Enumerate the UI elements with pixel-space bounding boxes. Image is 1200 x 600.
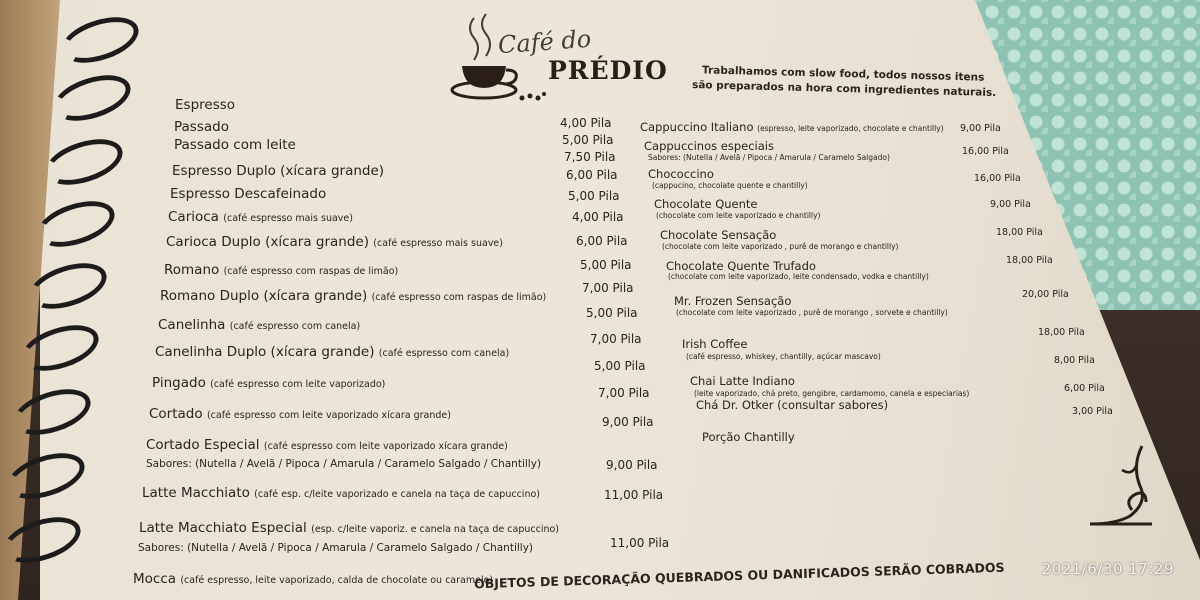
corner-ornament-icon [1082, 440, 1162, 530]
footer-notice: OBJETOS DE DECORAÇÃO QUEBRADOS OU DANIFICADOS SERÃO COBRADOS [473, 559, 1005, 592]
menu-item-desc: (chocolate com leite vaporizado, leite condensado, vodka e chantilly) [668, 272, 929, 281]
menu-item-name: Espresso [175, 97, 236, 113]
binder-ring [0, 509, 86, 572]
menu-item-name: Cappuccinos especiais [644, 139, 774, 153]
menu-item-desc: (café esp. c/leite vaporizado e canela na taça de capuccino) [254, 489, 540, 500]
menu-item-desc: (café espresso com canela) [378, 348, 510, 359]
menu-item-desc: (café espresso com leite vaporizado) [210, 379, 386, 390]
binder-ring [48, 67, 136, 130]
menu-item-desc: (chocolate com leite vaporizado , purê de morango , sorvete e chantilly) [676, 308, 948, 317]
menu-item-name: Porção Chantilly [702, 430, 795, 444]
menu-item-desc: (leite vaporizado, chá preto, gengibre, cardamomo, canela e especiarias) [694, 389, 970, 398]
menu-item-price: 16,00 Pila [974, 173, 1021, 184]
menu-item-price: 5,00 Pila [594, 359, 646, 373]
tagline-line-2: são preparados na hora com ingredientes naturais. [691, 79, 997, 99]
menu-item-price: 6,00 Pila [1064, 383, 1105, 394]
menu-item-desc: Sabores: (Nutella / Avelã / Pipoca / Amarula / Caramelo Salgado / Chantilly) [138, 542, 534, 554]
menu-item-desc: (café espresso, leite vaporizado, calda de chocolate ou caramelo) [180, 575, 494, 586]
menu-item-desc: (café espresso com raspas de limão) [371, 292, 547, 303]
binder-ring [32, 193, 120, 256]
menu-item-desc: (esp. c/leite vaporiz. e canela na taça de capuccino) [311, 524, 560, 535]
binder-ring [56, 9, 144, 72]
menu-item-name: Latte Macchiato (café esp. c/leite vaporizado e canela na taça de capuccino) [142, 485, 540, 501]
menu-item-price: 5,00 Pila [580, 258, 632, 272]
menu-item-price: 9,00 Pila [606, 458, 658, 472]
menu-item-name: Carioca Duplo (xícara grande) (café espresso mais suave) [166, 234, 503, 250]
menu-item-desc: (café espresso, whiskey, chantilly, açúcar mascavo) [686, 352, 881, 361]
menu-item-name: Chocolate Sensação [660, 228, 777, 242]
menu-item-price: 11,00 Pila [604, 488, 664, 502]
menu-item-desc: (espresso, leite vaporizado, chocolate e chantilly) [757, 124, 944, 133]
binder-ring [16, 317, 104, 380]
menu-item-price: 18,00 Pila [1038, 327, 1085, 338]
menu-item-name: Pingado (café espresso com leite vaporizado) [152, 375, 386, 391]
menu-item-price: 6,00 Pila [576, 234, 628, 248]
menu-item-name: Chococcino [648, 167, 714, 181]
menu-item-desc: (chocolate com leite vaporizado , purê de morango e chantilly) [662, 242, 899, 251]
menu-item-price: 18,00 Pila [996, 227, 1043, 238]
menu-item-price: 8,00 Pila [1054, 355, 1095, 366]
menu-item-price: 4,00 Pila [560, 116, 612, 130]
menu-item-price: 7,00 Pila [582, 281, 634, 295]
menu-item-name: Chocolate Quente Trufado [666, 259, 816, 273]
menu-item-price: 4,00 Pila [572, 210, 624, 224]
menu-item-price: 5,00 Pila [586, 306, 638, 320]
menu-item-price: 6,00 Pila [566, 168, 618, 182]
menu-item-price: 3,00 Pila [1072, 406, 1113, 417]
menu-item-name: Chocolate Quente [654, 197, 758, 211]
binder-ring [24, 255, 112, 318]
menu-item-desc: (café espresso com canela) [229, 321, 361, 332]
binder-rings [0, 0, 140, 600]
logo-block-text: PRÉDIO [548, 56, 668, 85]
menu-item-price: 7,50 Pila [564, 150, 616, 164]
tagline-line-1: Trabalhamos com slow food, todos nossos itens [701, 64, 985, 84]
menu-item-name: Espresso Descafeinado [170, 186, 327, 202]
menu-item-name: Mr. Frozen Sensação [674, 294, 792, 308]
menu-item-price: 11,00 Pila [610, 536, 670, 550]
menu-item-desc: Sabores: (Nutella / Avelã / Pipoca / Amarula / Caramelo Salgado / Chantilly) [146, 458, 542, 470]
menu-item-name: Passado [174, 119, 229, 135]
menu-item-name: Cappuccino Italiano (espresso, leite vaporizado, chocolate e chantilly) [640, 120, 944, 134]
menu-item-price: 20,00 Pila [1022, 289, 1069, 300]
menu-item-price: 9,00 Pila [990, 199, 1031, 210]
binder-ring [8, 381, 96, 444]
menu-item-name: Romano Duplo (xícara grande) (café espresso com raspas de limão) [160, 288, 547, 304]
menu-item-price: 9,00 Pila [602, 415, 654, 429]
menu-item-name: Passado com leite [174, 137, 296, 153]
menu-item-desc: Sabores: (Nutella / Avelã / Pipoca / Amarula / Caramelo Salgado) [648, 153, 890, 162]
menu-item-name: Espresso Duplo (xícara grande) [172, 163, 385, 179]
binder-ring [2, 445, 90, 508]
menu-item-desc: (café espresso com leite vaporizado xícara grande) [206, 410, 451, 421]
menu-item-price: 9,00 Pila [960, 123, 1001, 134]
menu-item-price: 18,00 Pila [1006, 255, 1053, 266]
menu-item-name: Latte Macchiato Especial (esp. c/leite vaporiz. e canela na taça de capuccino) [139, 520, 560, 536]
menu-item-price: 7,00 Pila [590, 332, 642, 346]
menu-item-name: Chá Dr. Otker (consultar sabores) [696, 398, 889, 412]
menu-item-name: Irish Coffee [682, 337, 748, 351]
menu-item-name: Canelinha (café espresso com canela) [158, 317, 361, 333]
menu-item-price: 16,00 Pila [962, 146, 1009, 157]
menu-item-name: Cortado (café espresso com leite vaporizado xícara grande) [149, 406, 451, 422]
photo-timestamp: 2021/6/30 17:29 [1041, 560, 1174, 578]
menu-item-price: 5,00 Pila [562, 133, 614, 147]
menu-item-desc: (café espresso mais suave) [373, 238, 503, 249]
menu-item-name: Romano (café espresso com raspas de limão) [164, 262, 399, 278]
menu-item-desc: (café espresso com leite vaporizado xícara grande) [263, 441, 508, 452]
menu-item-name: Mocca (café espresso, leite vaporizado, calda de chocolate ou caramelo) [133, 571, 494, 587]
menu-item-desc: (café espresso com raspas de limão) [223, 266, 399, 277]
menu-item-name: Chai Latte Indiano [690, 374, 795, 388]
binder-ring [40, 131, 128, 194]
menu-item-price: 5,00 Pila [568, 189, 620, 203]
menu-item-name: Cortado Especial (café espresso com leite vaporizado xícara grande) [146, 437, 508, 453]
menu-item-price: 7,00 Pila [598, 386, 650, 400]
menu-item-desc: (café espresso mais suave) [223, 213, 353, 224]
logo-script-text: Café do [497, 24, 593, 60]
menu-item-desc: (cappucino, chocolate quente e chantilly) [652, 181, 808, 190]
menu-item-desc: (chocolate com leite vaporizado e chantilly) [656, 211, 821, 220]
menu-item-name: Canelinha Duplo (xícara grande) (café espresso com canela) [155, 344, 510, 360]
menu-item-name: Carioca (café espresso mais suave) [168, 209, 353, 225]
